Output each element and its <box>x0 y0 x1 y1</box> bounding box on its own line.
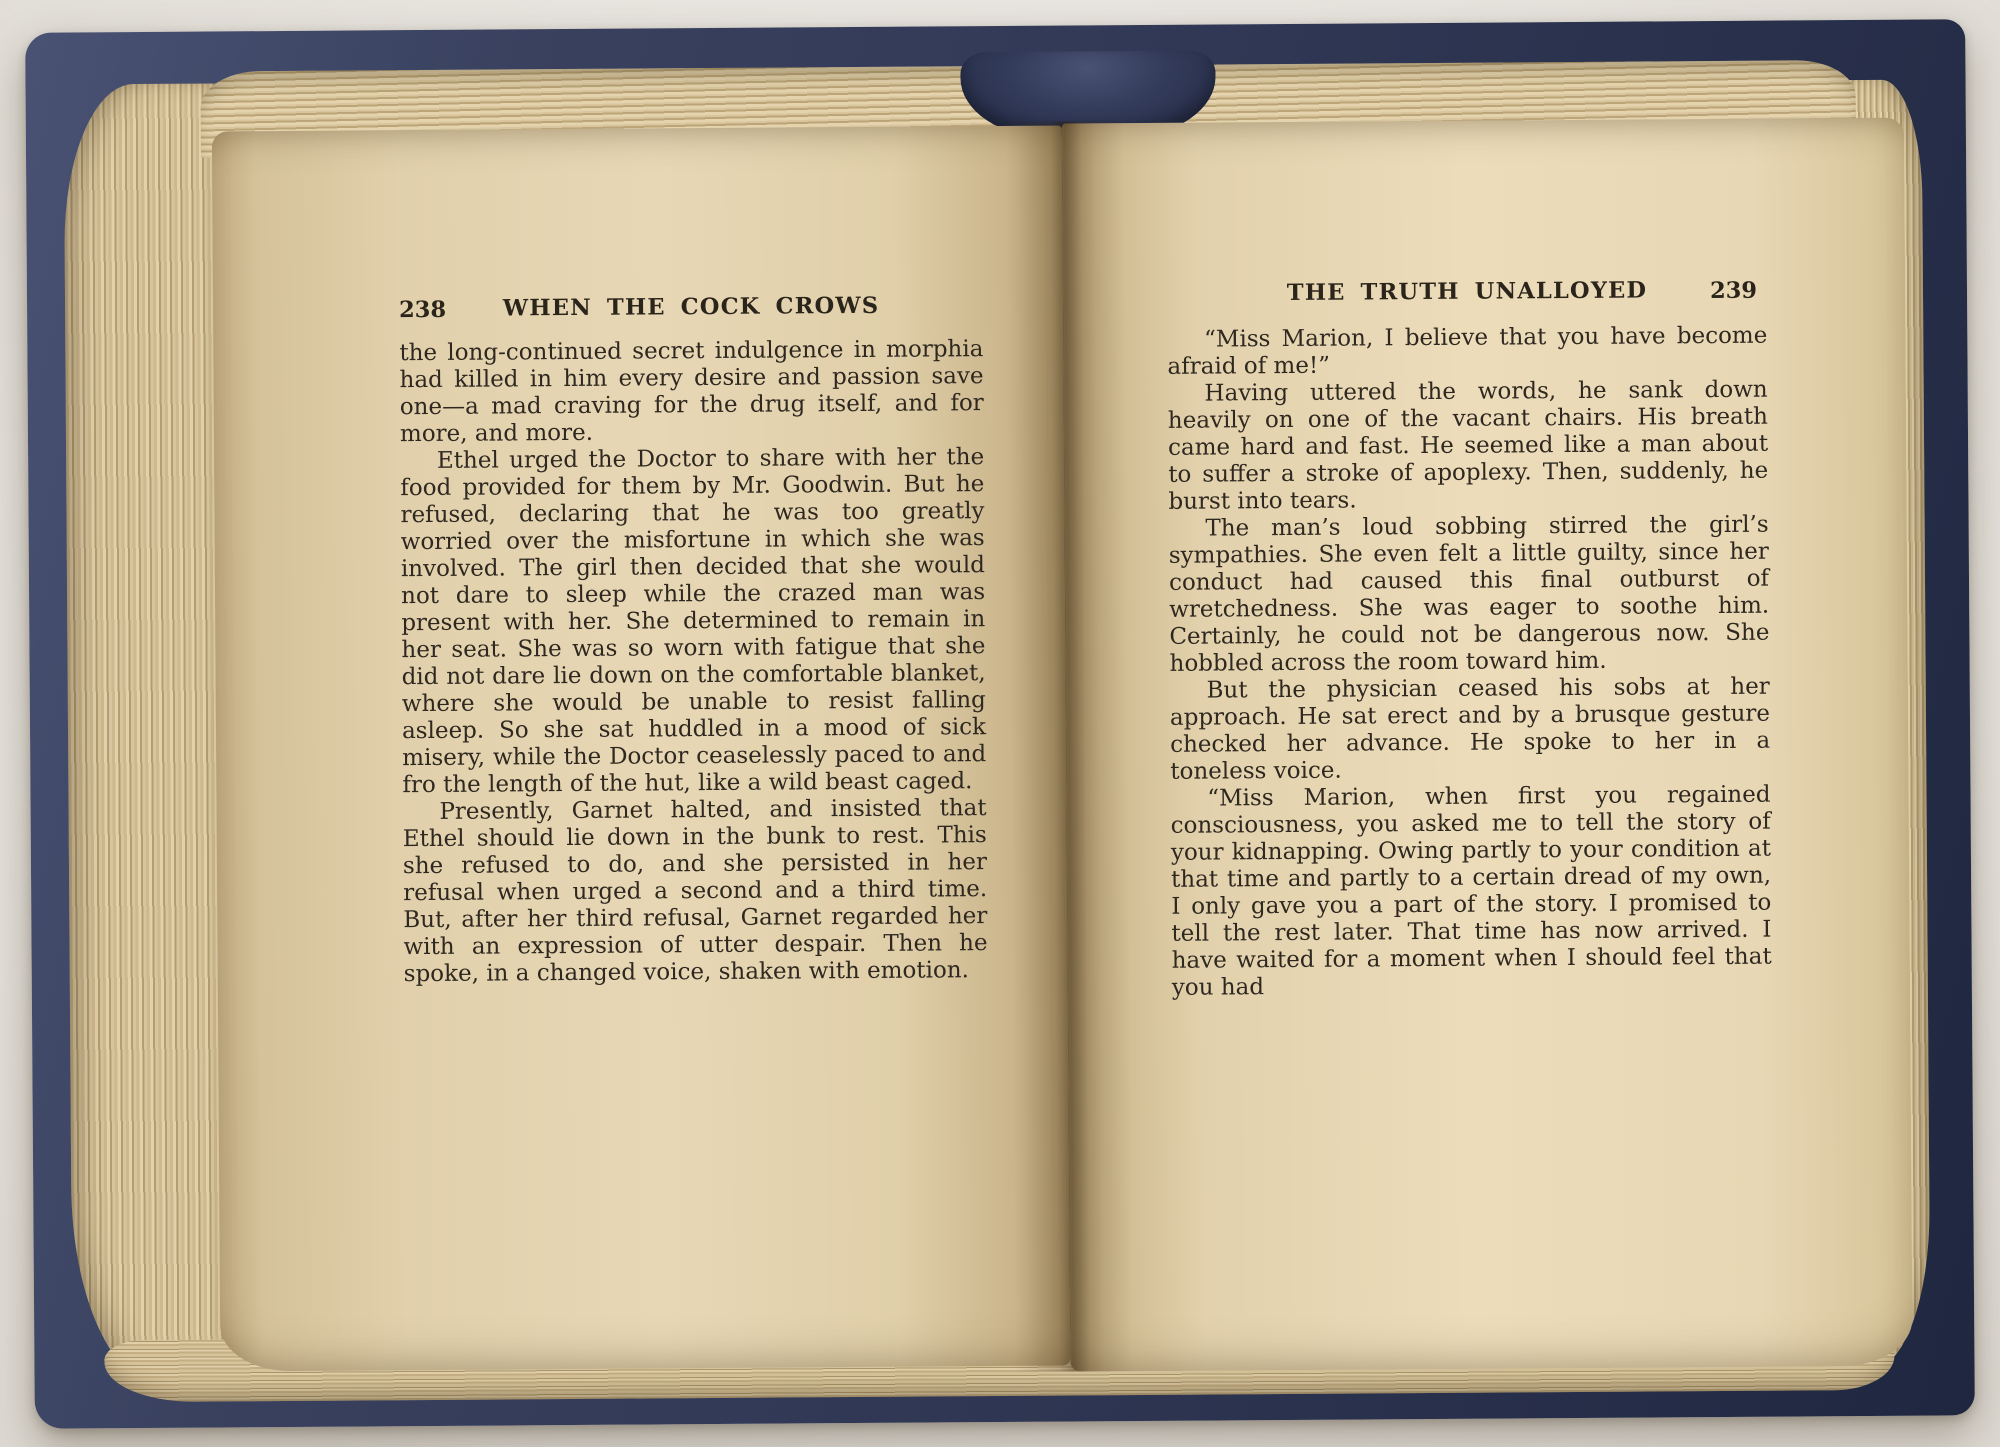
paragraph: the long-continued secret indulgence in morphia had killed in him every desire and passion save one—a mad craving for the drug itself, and for more, and more. <box>399 336 984 448</box>
paragraph: The man’s loud sobbing stirred the girl’s sympathies. She even felt a little guilty, since her conduct had caused this final outburst of wretchedness. She was eager to soothe him. Certainly, he could not be dangerous now. She hobbled across the room toward him. <box>1168 511 1770 677</box>
open-book-photo <box>25 19 1975 1429</box>
paragraph: Ethel urged the Doctor to share with her the food provided for them by Mr. Goodwin. But he refused, declaring that he was too greatly worried over the misfortune in which she was involved. The girl then decided that she would not dare to sleep while the crazed man was present with her. She determined to remain in her seat. She was so worn with fatigue that she did not dare lie down on the comfortable blanket, where she would be unable to resist falling asleep. So she sat huddled in a mood of sick misery, while the Doctor ceaselessly paced to and fro the length of the hut, like a wild beast caged. <box>400 444 987 799</box>
right-running-title: THE TRUTH UNALLOYED <box>1286 277 1648 306</box>
paragraph: Having uttered the words, he sank down heavily on one of the vacant chairs. His breath came hard and fast. He seemed like a man about to suffer a stroke of apoplexy. Then, suddenly, he burst into tears. <box>1167 376 1769 515</box>
paragraph: “Miss Marion, I believe that you have become afraid of me!” <box>1167 322 1768 380</box>
left-page-text <box>399 336 988 988</box>
paragraph: “Miss Marion, when first you regained consciousness, you asked me to tell the story of your kidnapping. Owing partly to your condition at that time and partly to a certain dread of my own, I only gave you a part of the story. I promised to tell the rest later. That time has now arrived. I have waited for a moment when I should feel that you had <box>1170 781 1772 1001</box>
right-page-header <box>1167 277 1767 311</box>
right-page-text <box>1167 323 1772 1002</box>
paragraph: But the physician ceased his sobs at her approach. He sat erect and by a brusque gesture checked her advance. He spoke to her in a toneless voice. <box>1169 673 1771 785</box>
left-page-header <box>399 292 983 326</box>
paragraph: Presently, Garnet halted, and insisted that Ethel should lie down in the bunk to rest. This she refused to do, and she persisted in her refusal when urged a second and a third time. But, after her third refusal, Garnet regarded her with an expression of utter despair. Then he spoke, in a changed voice, shaken with emotion. <box>402 795 988 988</box>
right-page-number: 239 <box>1709 277 1758 305</box>
left-running-title: WHEN THE COCK CROWS <box>502 292 880 322</box>
right-page <box>1062 118 1913 1372</box>
left-page <box>212 126 1071 1372</box>
left-page-number: 238 <box>399 296 447 324</box>
